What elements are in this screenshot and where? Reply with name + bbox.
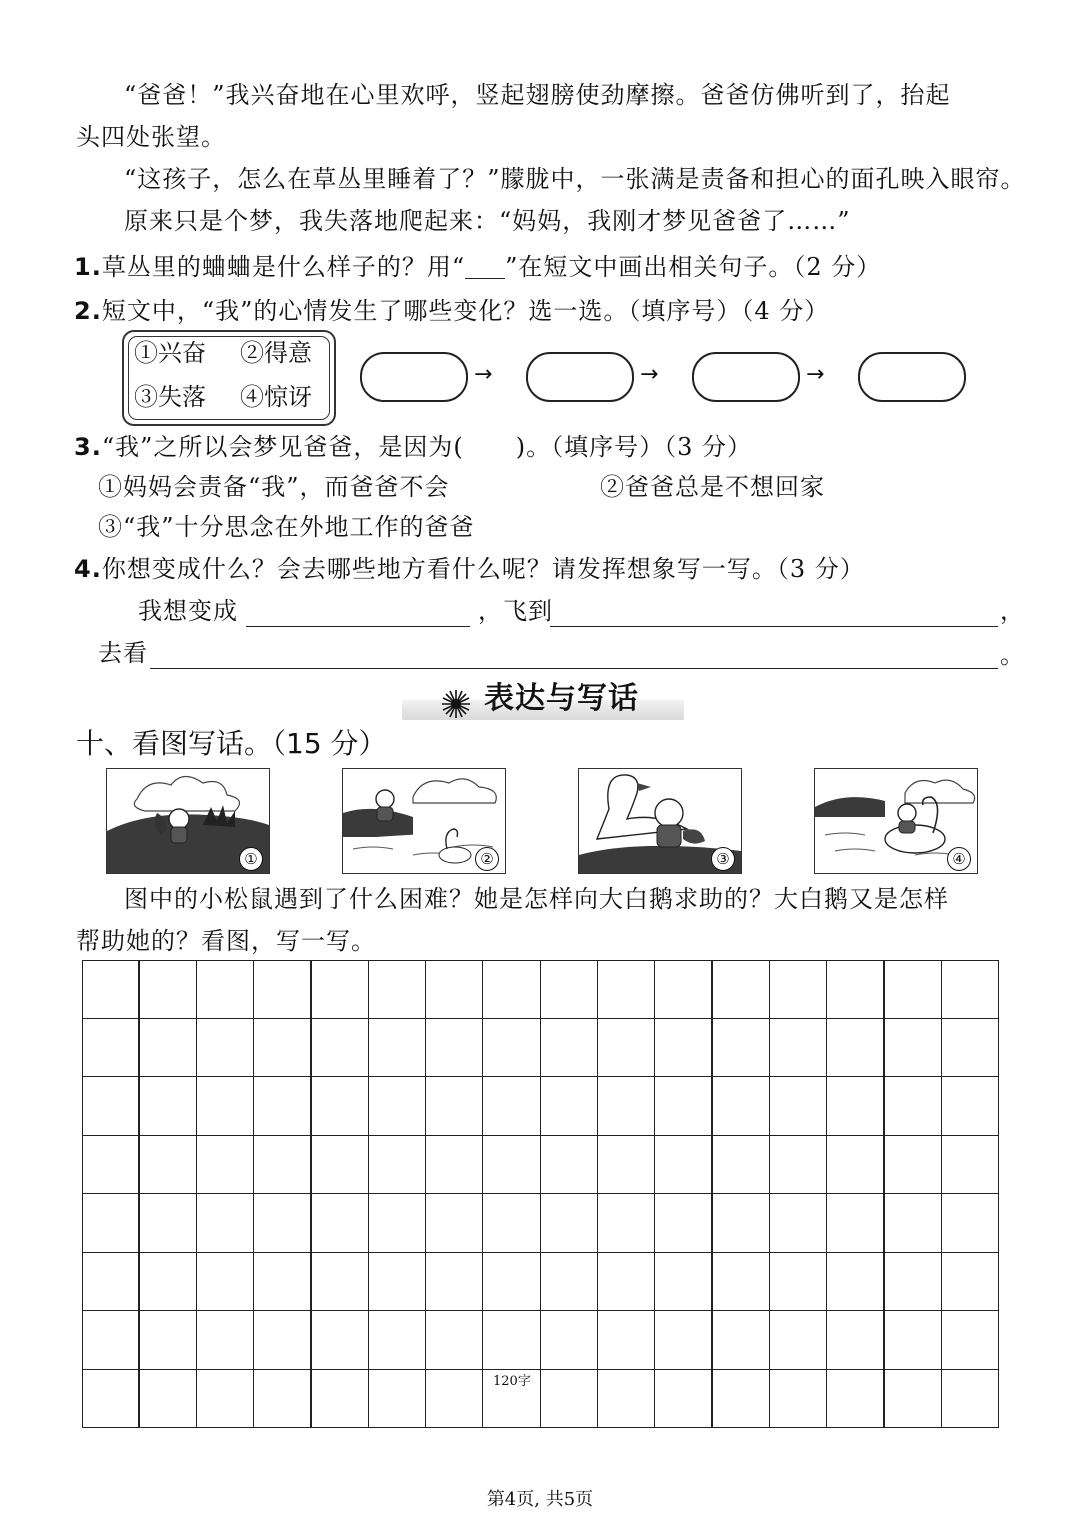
grid-cell[interactable] — [482, 1135, 540, 1194]
q4-prompt: 我想变成 — [138, 597, 238, 625]
grid-cell[interactable] — [941, 1310, 999, 1369]
grid-cell[interactable] — [196, 1076, 254, 1135]
grid-cell[interactable] — [826, 1252, 884, 1311]
grid-cell[interactable] — [941, 1252, 999, 1311]
grid-cell[interactable] — [368, 1135, 426, 1194]
story-picture-4 — [814, 768, 978, 874]
grid-cell[interactable] — [482, 1193, 540, 1252]
story-picture-3 — [578, 768, 742, 874]
page-footer: 第4页, 共5页 — [486, 1489, 594, 1510]
grid-cell[interactable] — [196, 1369, 254, 1428]
grid-cell[interactable] — [826, 1135, 884, 1194]
grid-cell[interactable] — [540, 1018, 598, 1077]
grid-cell[interactable] — [368, 960, 426, 1019]
writing-instructions: 帮助她的？看图，写一写。 — [76, 927, 376, 955]
grid-cell[interactable] — [311, 1135, 369, 1194]
grid-cell[interactable] — [769, 1252, 827, 1311]
grid-cell[interactable] — [425, 960, 483, 1019]
grid-cell[interactable] — [597, 1018, 655, 1077]
picture-number: ② — [475, 847, 499, 871]
grid-cell[interactable] — [253, 1135, 311, 1194]
grid-cell[interactable] — [311, 1018, 369, 1077]
grid-cell[interactable] — [769, 1018, 827, 1077]
question-text: “我”之所以会梦见爸爸，是因为( — [101, 433, 464, 461]
grid-cell[interactable] — [540, 1252, 598, 1311]
grid-cell[interactable] — [941, 1076, 999, 1135]
grid-cell[interactable] — [654, 1076, 712, 1135]
grid-cell[interactable] — [941, 1369, 999, 1428]
question-1 — [74, 252, 881, 282]
grid-cell[interactable] — [597, 1310, 655, 1369]
mood-option: ④惊讶 — [240, 383, 312, 411]
grid-cell[interactable] — [425, 1135, 483, 1194]
grid-cell[interactable] — [769, 1135, 827, 1194]
grid-cell[interactable] — [253, 1018, 311, 1077]
grid-cell[interactable] — [311, 1193, 369, 1252]
passage-line: 头四处张望。 — [76, 123, 226, 151]
grid-cell[interactable] — [884, 1310, 942, 1369]
grid-cell[interactable] — [482, 960, 540, 1019]
grid-cell[interactable] — [826, 1018, 884, 1077]
arrow-right-icon: → — [474, 362, 493, 387]
story-picture-2 — [342, 768, 506, 874]
mood-option: ③失落 — [134, 383, 206, 411]
answer-box-1[interactable] — [360, 352, 468, 402]
grid-cell[interactable] — [253, 1193, 311, 1252]
grid-cell[interactable] — [482, 1310, 540, 1369]
grid-cell[interactable] — [540, 1193, 598, 1252]
q3-option: ②爸爸总是不想回家 — [600, 473, 825, 501]
grid-cell[interactable] — [884, 960, 942, 1019]
mood-option: ②得意 — [240, 339, 312, 367]
grid-cell[interactable] — [196, 1193, 254, 1252]
grid-cell[interactable] — [712, 1369, 770, 1428]
grid-cell[interactable] — [425, 1193, 483, 1252]
grid-cell[interactable] — [82, 1252, 139, 1311]
grid-cell[interactable] — [196, 1252, 254, 1311]
grid-cell[interactable] — [482, 1252, 540, 1311]
section-title: 十、看图写话。（15 分） — [76, 727, 387, 760]
grid-cell[interactable] — [884, 1193, 942, 1252]
grid-cell[interactable] — [196, 960, 254, 1019]
question-number: 2. — [74, 297, 102, 325]
question-3 — [74, 432, 752, 462]
question-text: ”在短文中画出相关句子。（2 分） — [505, 253, 882, 281]
grid-cell[interactable] — [597, 960, 655, 1019]
grid-cell[interactable] — [253, 1076, 311, 1135]
q3-option: ③“我”十分思念在外地工作的爸爸 — [98, 513, 475, 541]
grid-cell[interactable] — [769, 960, 827, 1019]
grid-cell[interactable] — [368, 1369, 426, 1428]
grid-cell[interactable] — [769, 1193, 827, 1252]
grid-cell[interactable] — [139, 960, 197, 1019]
grid-cell[interactable] — [654, 960, 712, 1019]
grid-cell[interactable] — [82, 1135, 139, 1194]
grid-cell[interactable] — [139, 1135, 197, 1194]
grid-cell[interactable] — [540, 1135, 598, 1194]
grid-cell[interactable] — [482, 1076, 540, 1135]
grid-cell[interactable] — [769, 1310, 827, 1369]
passage-line: 原来只是个梦，我失落地爬起来：“妈妈，我刚才梦见爸爸了……” — [124, 207, 851, 235]
grid-cell[interactable] — [139, 1369, 197, 1428]
punctuation: ， — [1000, 597, 1025, 625]
grid-cell[interactable] — [425, 1252, 483, 1311]
grid-cell[interactable] — [826, 1076, 884, 1135]
grid-cell[interactable] — [654, 1369, 712, 1428]
picture-number: ① — [239, 847, 263, 871]
grid-cell[interactable] — [769, 1369, 827, 1428]
grid-cell[interactable] — [311, 1369, 369, 1428]
passage-line: “这孩子，怎么在草丛里睡着了？”朦胧中，一张满是责备和担心的面孔映入眼帘。 — [124, 165, 1026, 193]
grid-cell[interactable] — [884, 1076, 942, 1135]
grid-cell[interactable] — [368, 1252, 426, 1311]
grid-cell[interactable] — [82, 1310, 139, 1369]
q3-option: ①妈妈会责备“我”，而爸爸不会 — [98, 473, 450, 501]
grid-cell[interactable] — [769, 1076, 827, 1135]
question-text: 草丛里的蛐蛐是什么样子的？用“ — [101, 253, 466, 281]
grid-cell[interactable] — [253, 1369, 311, 1428]
grid-cell[interactable] — [196, 1135, 254, 1194]
grid-cell[interactable] — [540, 1310, 598, 1369]
grid-cell[interactable] — [311, 1252, 369, 1311]
grid-cell[interactable] — [425, 1369, 483, 1428]
grid-cell[interactable] — [712, 1076, 770, 1135]
grid-cell[interactable] — [253, 1310, 311, 1369]
grid-cell[interactable] — [654, 1018, 712, 1077]
mood-option: ①兴奋 — [134, 339, 206, 367]
grid-cell[interactable] — [368, 1310, 426, 1369]
grid-cell[interactable] — [826, 1310, 884, 1369]
punctuation: 。 — [1000, 641, 1025, 669]
star-burst-icon — [440, 688, 472, 720]
grid-cell[interactable] — [597, 1193, 655, 1252]
grid-cell[interactable] — [654, 1310, 712, 1369]
section-banner-title: 表达与写话 — [484, 681, 639, 716]
writing-grid[interactable] — [82, 960, 999, 1428]
grid-cell[interactable] — [941, 1193, 999, 1252]
grid-cell[interactable] — [712, 1252, 770, 1311]
arrow-right-icon: → — [640, 362, 659, 387]
writing-instructions: 图中的小松鼠遇到了什么困难？她是怎样向大白鹅求助的？大白鹅又是怎样 — [124, 885, 949, 913]
grid-cell[interactable] — [597, 1252, 655, 1311]
grid-cell[interactable] — [139, 1018, 197, 1077]
grid-cell[interactable] — [826, 1193, 884, 1252]
grid-cell[interactable] — [712, 1310, 770, 1369]
question-text: )。（填序号）（3 分） — [515, 433, 752, 461]
grid-cell[interactable] — [941, 1135, 999, 1194]
grid-cell[interactable] — [139, 1076, 197, 1135]
word-count-marker: 120字 — [493, 1374, 531, 1389]
question-number: 3. — [74, 433, 102, 461]
grid-cell[interactable] — [139, 1252, 197, 1311]
q4-prompt: ，飞到 — [478, 597, 553, 625]
arrow-right-icon: → — [806, 362, 825, 387]
grid-cell[interactable] — [139, 1310, 197, 1369]
answer-box-4[interactable] — [858, 352, 966, 402]
grid-cell[interactable] — [82, 1193, 139, 1252]
grid-cell[interactable] — [368, 1076, 426, 1135]
picture-number: ④ — [947, 847, 971, 871]
grid-cell[interactable] — [654, 1193, 712, 1252]
grid-cell[interactable] — [368, 1018, 426, 1077]
answer-box-2[interactable] — [526, 352, 634, 402]
question-number: 4. — [74, 555, 102, 583]
q4-prompt: 去看 — [98, 639, 148, 667]
grid-cell[interactable] — [253, 960, 311, 1019]
grid-cell[interactable] — [884, 1252, 942, 1311]
grid-cell[interactable] — [654, 1135, 712, 1194]
grid-cell[interactable] — [597, 1369, 655, 1428]
grid-cell[interactable] — [597, 1076, 655, 1135]
answer-line[interactable] — [246, 626, 470, 627]
grid-cell[interactable] — [425, 1076, 483, 1135]
grid-cell[interactable] — [826, 960, 884, 1019]
grid-cell[interactable] — [311, 960, 369, 1019]
grid-cell[interactable] — [425, 1018, 483, 1077]
grid-cell[interactable] — [597, 1135, 655, 1194]
grid-cell[interactable] — [139, 1193, 197, 1252]
grid-cell[interactable] — [712, 1193, 770, 1252]
answer-line[interactable] — [150, 668, 998, 669]
grid-cell[interactable] — [311, 1310, 369, 1369]
grid-cell[interactable] — [712, 1135, 770, 1194]
grid-cell[interactable] — [540, 1076, 598, 1135]
question-text: 短文中，“我”的心情发生了哪些变化？选一选。（填序号）（4 分） — [101, 297, 830, 325]
grid-cell[interactable] — [540, 960, 598, 1019]
grid-cell[interactable] — [311, 1076, 369, 1135]
grid-cell[interactable] — [82, 1369, 139, 1428]
grid-cell[interactable] — [654, 1252, 712, 1311]
grid-cell[interactable] — [540, 1369, 598, 1428]
grid-cell[interactable] — [712, 1018, 770, 1077]
answer-line[interactable] — [550, 626, 998, 627]
grid-cell[interactable] — [425, 1310, 483, 1369]
grid-cell[interactable] — [196, 1018, 254, 1077]
question-text: 你想变成什么？会去哪些地方看什么呢？请发挥想象写一写。（3 分） — [101, 555, 865, 583]
answer-box-3[interactable] — [692, 352, 800, 402]
grid-cell[interactable] — [712, 960, 770, 1019]
question-2 — [74, 296, 829, 326]
grid-cell[interactable] — [884, 1018, 942, 1077]
story-picture-1 — [106, 768, 270, 874]
grid-cell[interactable] — [941, 1018, 999, 1077]
question-4 — [74, 554, 865, 584]
grid-cell[interactable] — [82, 960, 139, 1019]
grid-cell[interactable] — [884, 1135, 942, 1194]
question-number: 1. — [74, 253, 102, 281]
grid-cell[interactable] — [82, 1076, 139, 1135]
grid-cell[interactable] — [196, 1310, 254, 1369]
grid-cell[interactable] — [941, 960, 999, 1019]
grid-cell[interactable] — [82, 1018, 139, 1077]
grid-cell[interactable] — [826, 1369, 884, 1428]
grid-cell[interactable] — [368, 1193, 426, 1252]
passage-line: “爸爸！”我兴奋地在心里欢呼，竖起翅膀使劲摩擦。爸爸仿佛听到了，抬起 — [124, 81, 951, 109]
grid-cell[interactable] — [253, 1252, 311, 1311]
grid-cell[interactable] — [482, 1018, 540, 1077]
picture-number: ③ — [711, 847, 735, 871]
underline-sample — [465, 256, 505, 279]
grid-cell[interactable] — [884, 1369, 942, 1428]
